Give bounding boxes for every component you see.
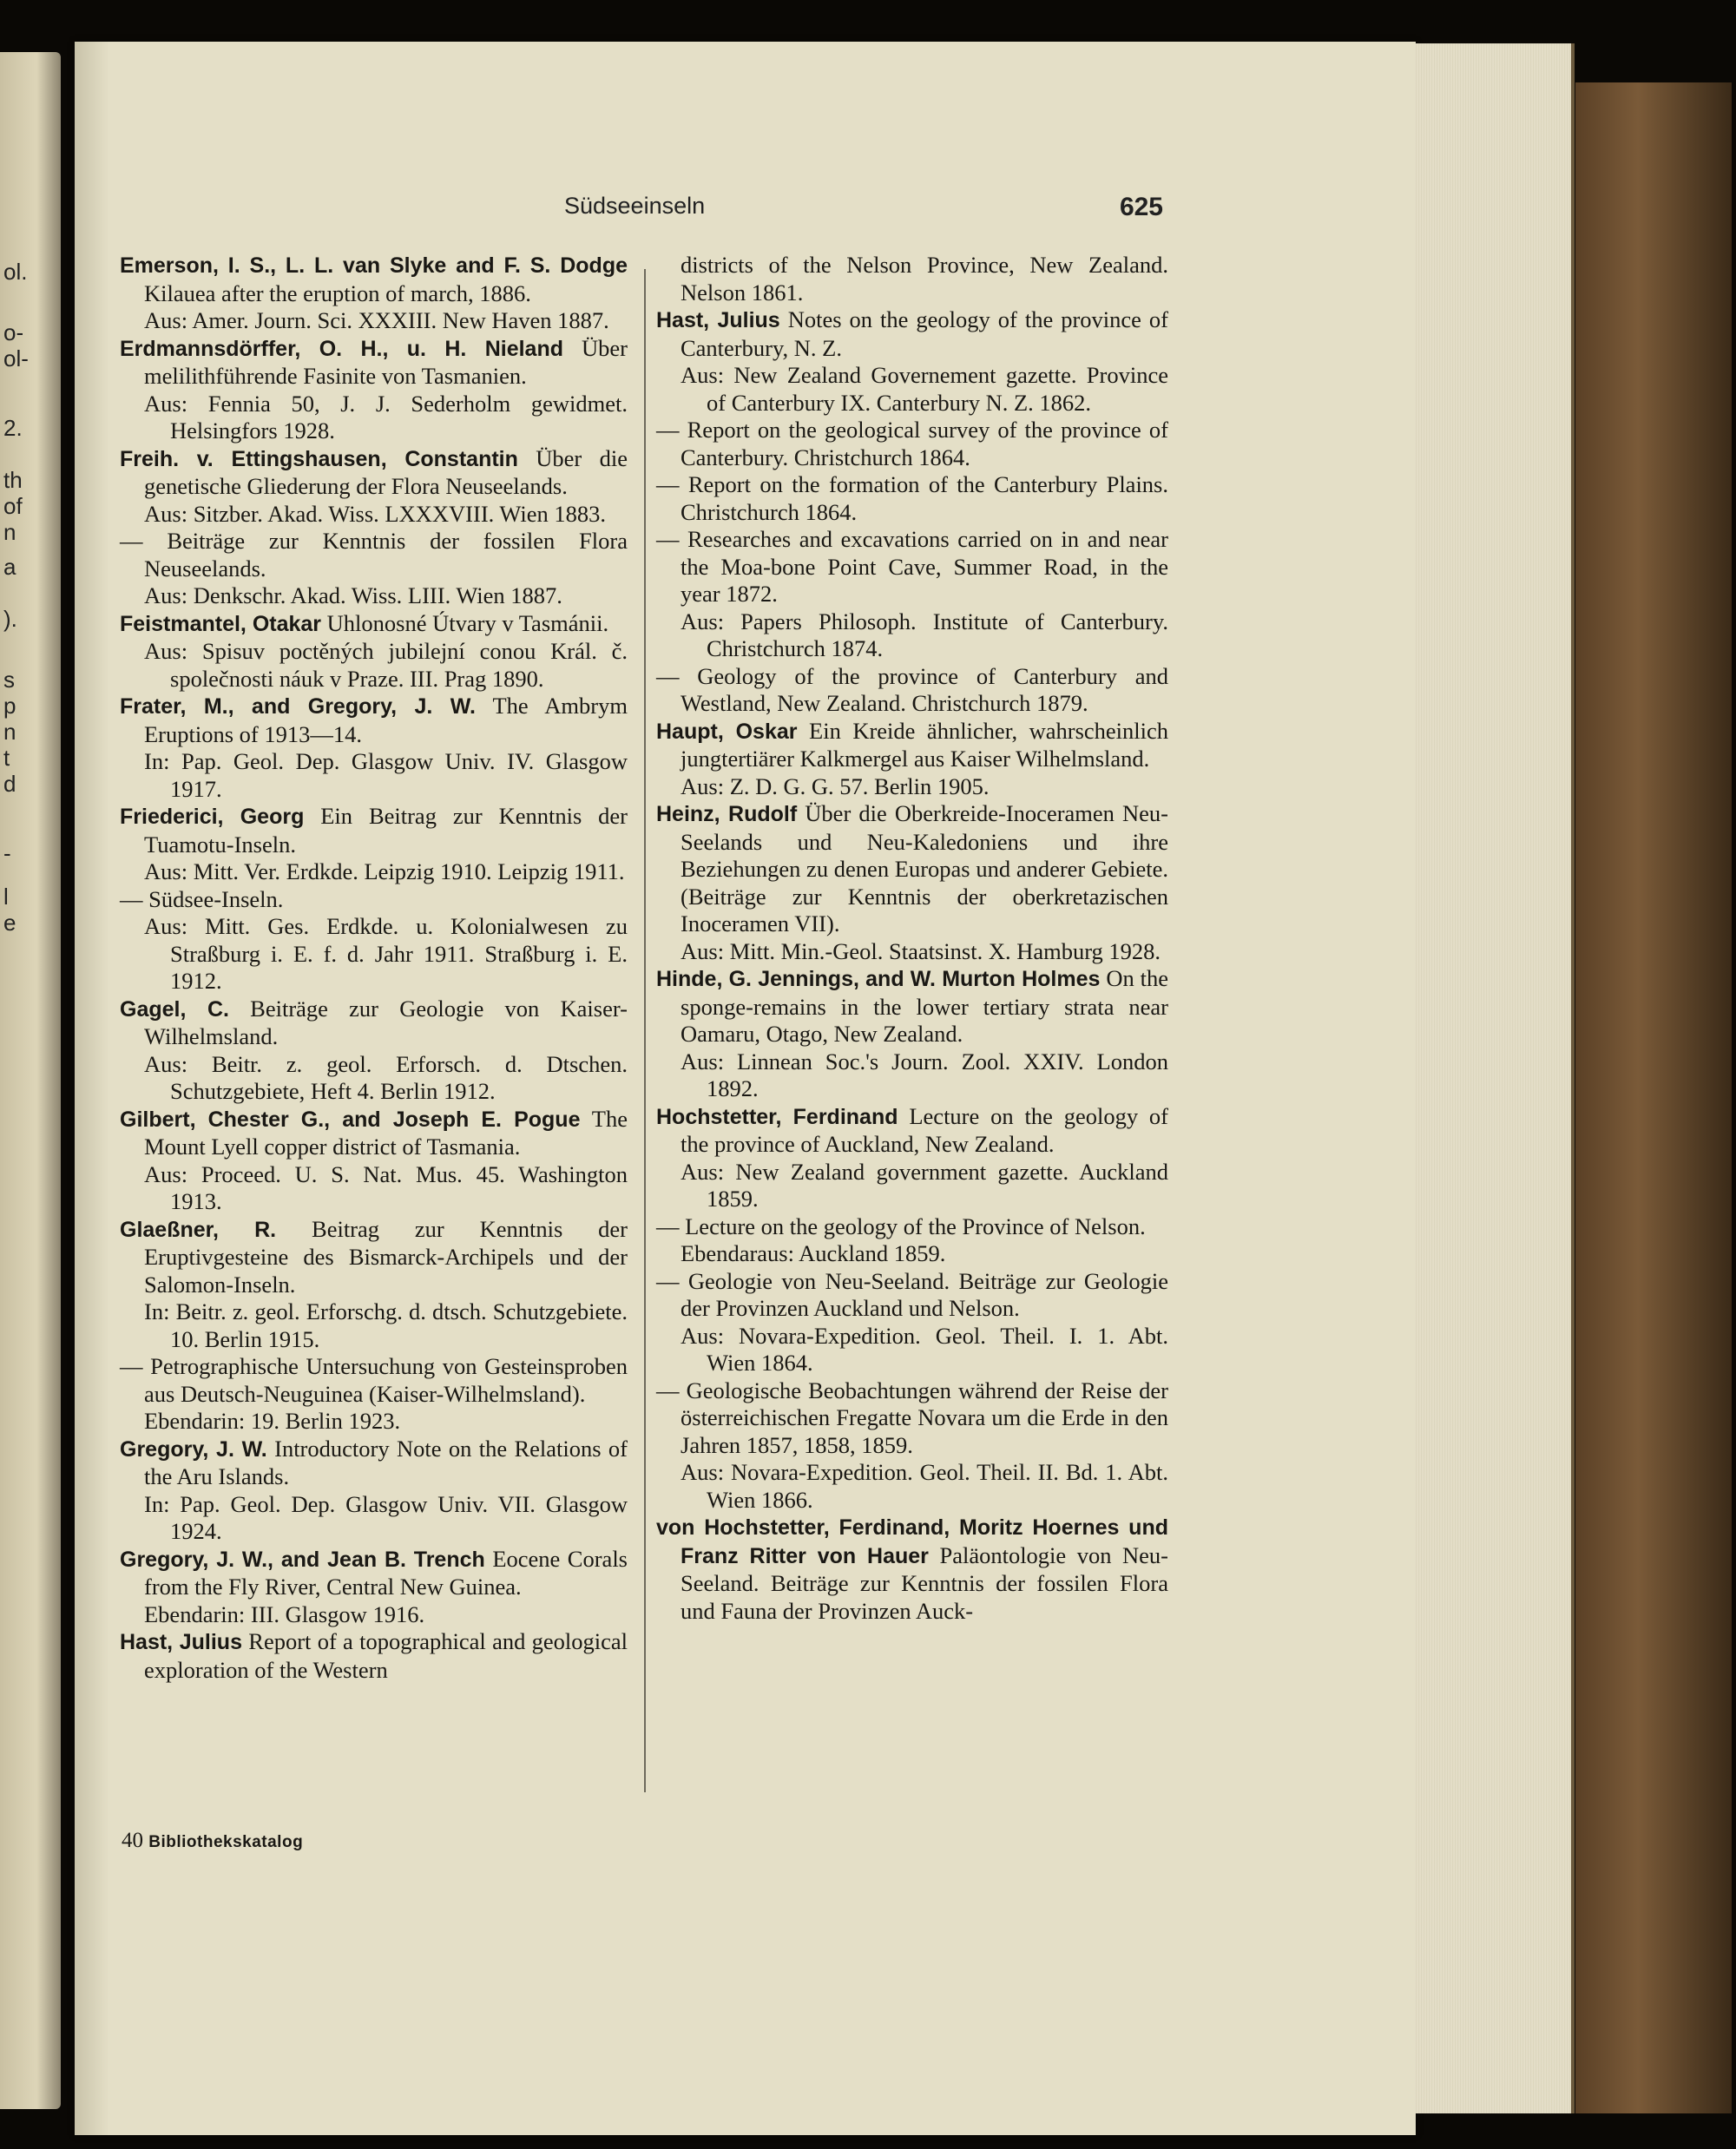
page-number: 625	[1119, 193, 1163, 221]
facing-page-fragment: p	[3, 693, 16, 719]
entry-source: Aus: Novara-Expedition. Geol. Theil. I. 1. Abt. Wien 1864.	[681, 1322, 1168, 1376]
page-footer	[122, 1829, 303, 1853]
entry-title: Beitrag zur Kenntnis der Eruptivgesteine des Bismarck-Archipels und der Salomon-Inseln.	[144, 1215, 628, 1298]
entry-title: Introductory Note on the Relations of the Aru Islands.	[144, 1435, 628, 1489]
bibliography-entry	[120, 996, 628, 1051]
entry-title: The Mount Lyell copper district of Tasmania.	[144, 1105, 628, 1160]
entry-source: Ebendarin: 19. Berlin 1923.	[144, 1408, 401, 1434]
entry-title: — Lecture on the geology of the Province of Nelson.	[656, 1213, 1146, 1239]
entry-author: Erdmannsdörffer, O. H., u. H. Nieland	[120, 336, 563, 361]
entry-source: Aus: Linnean Soc.'s Journ. Zool. XXIV. London 1892.	[681, 1048, 1168, 1101]
entry-author: Gilbert, Chester G., and Joseph E. Pogue	[120, 1107, 581, 1132]
entry-author: Gagel, C.	[120, 996, 229, 1022]
entry-author: Hochstetter, Ferdinand	[656, 1104, 898, 1129]
bibliography-entry	[120, 1106, 628, 1161]
entry-author: Feistmantel, Otakar	[120, 611, 322, 636]
entry-source: Aus: Sitzber. Akad. Wiss. LXXXVIII. Wien 1883.	[144, 500, 606, 527]
entry-author: Gregory, J. W.	[120, 1436, 267, 1462]
facing-page-fragment: a	[3, 554, 16, 580]
entry-source: In: Pap. Geol. Dep. Glasgow Univ. VII. Glasgow 1924.	[144, 1490, 628, 1544]
entry-title: Paläontologie von Neu-Seeland. Beiträge zur Kenntnis der fossilen Flora und Fauna der Provinzen Auck-	[681, 1541, 1169, 1624]
facing-page-fragment: t	[3, 745, 10, 771]
bibliography-entry	[120, 1216, 628, 1299]
bibliography-entry	[120, 252, 628, 307]
bibliography-entry	[656, 1268, 1168, 1323]
facing-page-fragment: n	[3, 719, 16, 745]
facing-page-fragment: -	[3, 840, 11, 866]
entry-title: Eocene Corals from the Fly River, Central New Guinea.	[144, 1545, 628, 1600]
entry-author: Haupt, Oskar	[656, 719, 798, 744]
bibliography-entry	[656, 1514, 1168, 1625]
entry-title: — Geologische Beobachtungen während der Reise der österreichischen Fregatte Novara um die Erde in den Jahren 1857, 1858, 1859.	[656, 1377, 1168, 1458]
entry-author: Gregory, J. W., and Jean B. Trench	[120, 1547, 485, 1572]
entry-source: Ebendarin: III. Glasgow 1916.	[144, 1600, 425, 1627]
entry-source: Aus: Denkschr. Akad. Wiss. LIII. Wien 1887.	[144, 582, 562, 608]
bibliography-entry	[656, 1377, 1168, 1460]
entry-source: Aus: Fennia 50, J. J. Sederholm gewidmet. Helsingfors 1928.	[144, 390, 628, 444]
bibliography-entry	[120, 528, 628, 582]
bibliography-entry	[120, 1546, 628, 1601]
entry-title: Über melilithführende Fasinite von Tasmanien.	[144, 334, 628, 389]
footer-number: 40	[122, 1829, 143, 1852]
facing-page-fragment: ol-	[3, 345, 29, 371]
facing-page-fragment: th	[3, 467, 23, 493]
bibliography-entry	[120, 693, 628, 748]
entry-title: The Ambrym Eruptions of 1913—14.	[144, 693, 628, 747]
entry-title: — Researches and excavations carried on in and near the Moa-bone Point Cave, Summer Road, in the year 1872.	[656, 526, 1168, 607]
entry-source: Aus: Mitt. Ver. Erdkde. Leipzig 1910. Leipzig 1911.	[144, 858, 625, 884]
entry-source: Aus: New Zealand government gazette. Auckland 1859.	[681, 1158, 1168, 1212]
entry-author: Freih. v. Ettingshausen, Constantin	[120, 446, 518, 471]
facing-page-fragment: o-	[3, 319, 24, 345]
entry-title: — Geology of the province of Canterbury and Westland, New Zealand. Christchurch 1879.	[656, 662, 1168, 716]
entry-title: Beiträge zur Geologie von Kaiser-Wilhelmsland.	[144, 995, 628, 1049]
bibliography-entry	[656, 663, 1168, 718]
entry-title: Lecture on the geology of the province of Auckland, New Zealand.	[681, 1102, 1169, 1157]
entry-author: Frater, M., and Gregory, J. W.	[120, 694, 476, 719]
entry-title: Uhlonosné Útvary v Tasmánii.	[326, 609, 609, 636]
bibliography-entry	[656, 718, 1168, 773]
entry-author: von Hochstetter, Ferdinand, Moritz Hoernes und Franz Ritter von Hauer	[656, 1515, 1168, 1568]
entry-source: Aus: Papers Philosoph. Institute of Canterbury. Christchurch 1874.	[681, 608, 1168, 661]
entry-title: Report of a topographical and geological exploration of the Western	[144, 1628, 628, 1683]
bibliography-entry	[656, 417, 1168, 471]
entry-author: Hinde, G. Jennings, and W. Murton Holmes	[656, 967, 1101, 991]
entry-source: Aus: Proceed. U. S. Nat. Mus. 45. Washington 1913.	[144, 1160, 628, 1214]
facing-page-fragment: l	[3, 884, 9, 910]
bibliography-entry	[120, 1353, 628, 1408]
entry-title: Über die genetische Gliederung der Flora Neuseelands.	[144, 444, 628, 499]
bibliography-entry	[656, 800, 1168, 938]
running-title: Südseeinseln	[564, 193, 706, 219]
entry-author: Glaeßner, R.	[120, 1217, 277, 1242]
entry-title: — Petrographische Untersuchung von Gesteinsproben aus Deutsch-Neuguinea (Kaiser-Wilhelmsland).	[120, 1353, 628, 1407]
bibliography-entry	[120, 886, 628, 914]
entry-title: Ein Beitrag zur Kenntnis der Tuamotu-Inseln.	[144, 803, 628, 858]
bibliography-entry	[656, 526, 1168, 608]
bibliography-entry	[120, 610, 628, 639]
entry-title: Notes on the geology of the province of Canterbury, N. Z.	[681, 306, 1168, 361]
facing-page-fragment: 2.	[3, 415, 23, 441]
facing-page-fragment: s	[3, 667, 15, 693]
bibliography-entry	[656, 1213, 1168, 1241]
footer-signature: Bibliothekskatalog	[148, 1833, 304, 1851]
entry-source: Aus: Mitt. Min.-Geol. Staatsinst. X. Hamburg 1928.	[681, 937, 1161, 964]
entry-title: On the sponge-remains in the lower tertiary strata near Oamaru, Otago, New Zealand.	[681, 965, 1168, 1047]
entry-source: Ebendaraus: Auckland 1859.	[681, 1240, 946, 1266]
bibliography-entry	[120, 335, 628, 391]
bibliography-entry	[120, 445, 628, 501]
book-cover-edge	[1575, 82, 1732, 2113]
entry-title: — Südsee-Inseln.	[120, 885, 284, 912]
bibliography-entry	[656, 306, 1168, 362]
entry-source: In: Pap. Geol. Dep. Glasgow Univ. IV. Glasgow 1917.	[144, 748, 628, 802]
entry-title: Kilauea after the eruption of march, 1886.	[144, 279, 531, 306]
entry-source: Aus: Z. D. G. G. 57. Berlin 1905.	[681, 772, 990, 799]
entry-author: Friederici, Georg	[120, 805, 305, 829]
entry-author: Emerson, I. S., L. L. van Slyke and F. S. Dodge	[120, 253, 628, 278]
bibliography-entry	[656, 471, 1168, 526]
facing-page-fragment: of	[3, 493, 23, 519]
entry-title: Über die Oberkreide-Inoceramen Neu-Seelands und Neu-Kaledoniens und ihre Beziehungen zu denen Europas und anderer Gebiete. (Beiträge zur Kenntnis der oberkretazischen Inoceramen VII).	[681, 800, 1168, 936]
entry-source: Aus: Mitt. Ges. Erdkde. u. Kolonialwesen zu Straßburg i. E. f. d. Jahr 1911. Straßburg i. E. 1912.	[144, 913, 628, 994]
entry-continuation: districts of the Nelson Province, New Zealand. Nelson 1861.	[681, 252, 1168, 306]
facing-page-fragment: e	[3, 910, 16, 936]
column-rule	[644, 269, 646, 1792]
facing-page-fragment: n	[3, 519, 16, 545]
facing-page-fragment: ).	[3, 606, 17, 632]
left-column	[120, 252, 628, 1684]
entry-title: — Beiträge zur Kenntnis der fossilen Flora Neuseelands.	[120, 528, 628, 582]
entry-author: Hast, Julius	[120, 1630, 242, 1654]
entry-source: Aus: Novara-Expedition. Geol. Theil. II. Bd. 1. Abt. Wien 1866.	[681, 1459, 1168, 1513]
entry-author: Heinz, Rudolf	[656, 802, 798, 826]
bibliography-entry	[656, 965, 1168, 1048]
entry-author: Hast, Julius	[656, 308, 780, 332]
facing-page-fragment: d	[3, 771, 16, 797]
entry-source: Aus: Spisuv poctěných jubilejní conou Král. č. společnosti náuk v Praze. III. Prag 1890.	[144, 638, 628, 692]
entry-source: Aus: Beitr. z. geol. Erforsch. d. Dtschen. Schutzgebiete, Heft 4. Berlin 1912.	[144, 1050, 628, 1104]
entry-source: Aus: Amer. Journ. Sci. XXXIII. New Haven 1887.	[144, 307, 609, 333]
entry-title: — Report on the formation of the Canterbury Plains. Christchurch 1864.	[656, 471, 1168, 525]
entry-title: — Geologie von Neu-Seeland. Beiträge zur Geologie der Provinzen Auckland und Nelson.	[656, 1267, 1168, 1321]
entry-title: Ein Kreide ähnlicher, wahrscheinlich jungtertiärer Kalkmergel aus Kaiser Wilhelmsland.	[681, 717, 1169, 772]
bibliography-entry	[120, 1628, 628, 1684]
bibliography-entry	[656, 1103, 1168, 1159]
bibliography-entry	[120, 1436, 628, 1491]
entry-source: Aus: New Zealand Governement gazette. Province of Canterbury IX. Canterbury N. Z. 1862.	[681, 362, 1168, 416]
entry-title: — Report on the geological survey of the province of Canterbury. Christchurch 1864.	[656, 417, 1168, 470]
page-block-edges	[1415, 43, 1575, 2113]
entry-source: In: Beitr. z. geol. Erforschg. d. dtsch. Schutzgebiete. 10. Berlin 1915.	[144, 1298, 628, 1352]
right-column	[656, 252, 1168, 1625]
bibliography-entry	[120, 803, 628, 858]
facing-page-fragment: ol.	[3, 259, 28, 285]
